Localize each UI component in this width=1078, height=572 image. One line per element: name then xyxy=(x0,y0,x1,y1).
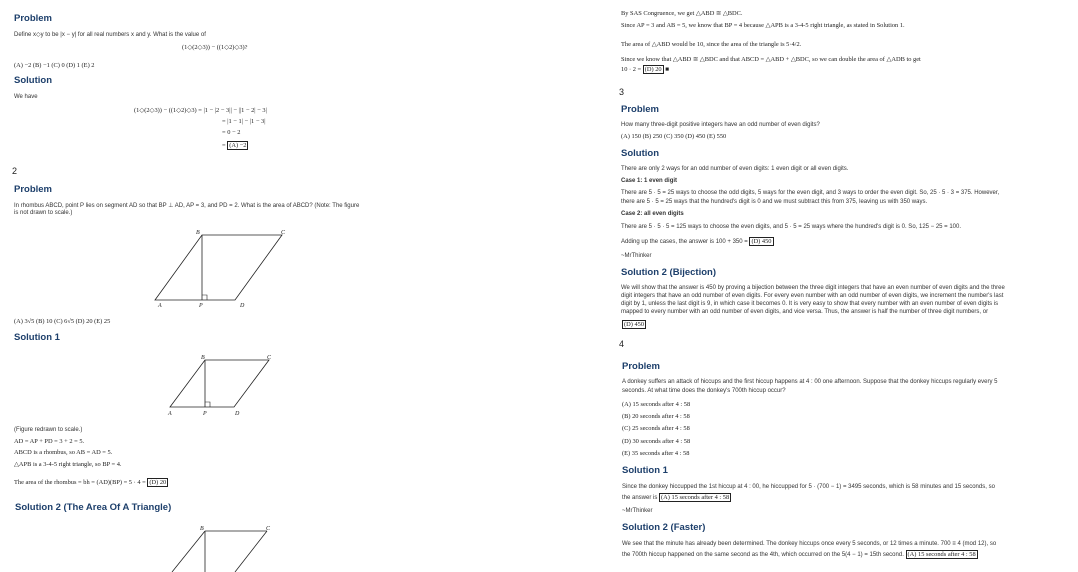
author-credit: ~MrThinker xyxy=(621,253,652,259)
choice-a: (A) 15 seconds after 4 : 58 xyxy=(622,401,691,408)
redrawn-note: (Figure redrawn to scale.) xyxy=(14,427,83,433)
label-p: P xyxy=(203,411,207,417)
bijection-line-4: mapped to every number with an odd number of even digits, and vice versa. Thus, the answer is half the number of three digit numbers, or xyxy=(621,309,989,315)
solution-line-triangle: △APB is a 3-4-5 right triangle, so BP = 4. xyxy=(14,461,122,468)
rhombus-figure-2 xyxy=(165,350,285,420)
author-credit: ~MrThinker xyxy=(622,508,653,514)
sas-line-3: The area of △ABD would be 10, since the area of the triangle is 5·4/2. xyxy=(621,41,802,48)
solution-line-area: The area of the rhombus = bh = (AD)(BP) = 5 · 4 = (D) 20 xyxy=(14,479,167,486)
bijection-line-3: digit by 1, unless the last digit is 9, in which case it becomes 0. It is very easy to show that every number with an even number of even digits is xyxy=(621,301,999,307)
solution-line-rhombus: ABCD is a rhombus, so AB = AD = 5. xyxy=(14,449,113,456)
case1-line-2: there are 5 · 5 = 25 ways that the hundred's digit is 0 and we must subtract this from 375, leaving us with 350 ways. xyxy=(621,199,928,205)
problem4-solution1-heading: Solution 1 xyxy=(622,465,668,476)
bijection-line-1: We will show that the answer is 450 by proving a bijection between the three digit integers that have an even number of even digits and the three xyxy=(621,285,1005,291)
answer-box: (D) 450 xyxy=(624,321,645,328)
problem4-solution2-heading: Solution 2 (Faster) xyxy=(622,522,706,533)
answer-box: (A) 15 seconds after 4 : 58 xyxy=(907,551,976,558)
solution-step-2: = |1 − 1| − |1 − 3| xyxy=(222,118,266,125)
bijection-line-2: digit integers that have an odd number of even digits. For every even number with an odd number of even digits, we increment the number's last xyxy=(621,293,1004,299)
label-a: A xyxy=(168,411,172,417)
problem3-heading: Problem xyxy=(621,104,660,115)
choice-d: (D) 30 seconds after 4 : 58 xyxy=(622,438,691,445)
sas-line-2: Since AP = 3 and AB = 5, we know that BP = 4 because △APB is a 3-4-5 right triangle, as stated in Solution 1. xyxy=(621,22,905,29)
solution-step-4: = (A) −2 xyxy=(222,142,247,149)
case2-heading: Case 2: all even digits xyxy=(621,211,684,217)
adding-line: Adding up the cases, the answer is 100 + 350 = (D) 450 xyxy=(621,238,772,245)
problem3-solution-heading: Solution xyxy=(621,148,659,159)
problem-number-2: 2 xyxy=(12,166,18,176)
sas-line-5: 10 · 2 = (D) 20 ■ xyxy=(621,66,670,73)
problem-number-4: 4 xyxy=(619,339,625,349)
label-p: P xyxy=(199,303,203,309)
rhombus-figure-1 xyxy=(150,226,290,310)
problem4-sol1-line-2: the answer is (A) 15 seconds after 4 : 58 xyxy=(622,494,730,501)
label-c: C xyxy=(266,526,271,532)
problem2-text-1: In rhombus ABCD, point P lies on segment AD so that BP ⊥ AD, AP = 3, and PD = 2. What is the area of ABCD? (Note: The figure xyxy=(14,203,360,209)
solution-step-1: (1◇(2◇3)) − ((1◇2)◇3) = |1 − |2 − 3|| − ||1 − 2| − 3| xyxy=(134,107,267,114)
problem2-solution1-heading: Solution 1 xyxy=(14,332,60,343)
label-b: B xyxy=(196,230,200,236)
choice-c: (C) 25 seconds after 4 : 58 xyxy=(622,425,690,432)
problem2-heading: Problem xyxy=(14,184,53,195)
right-page xyxy=(608,0,1078,572)
left-page xyxy=(0,0,530,572)
sas-line-4: Since we know that △ABD ≅ △BDC and that ABCD = △ABD + △BDC, so we can double the area of △ADB to get xyxy=(621,56,921,63)
case1-line-1: There are 5 · 5 = 25 ways to choose the odd digits, 5 ways for the even digit, and 3 ways to order the even digit. So, 25 · 5 · 3 = 375. However, xyxy=(621,190,1000,196)
solution-line-ad: AD = AP + PD = 3 + 2 = 5. xyxy=(14,438,85,445)
we-have-text: We have xyxy=(14,94,38,100)
problem2-text-2: is not drawn to scale.) xyxy=(14,210,73,216)
problem3-question: How many three-digit positive integers have an odd number of even digits? xyxy=(621,122,820,128)
answer-box: (D) 20 xyxy=(149,479,167,486)
case2-line: There are 5 · 5 · 5 = 125 ways to choose the even digits, and 5 · 5 = 25 ways where the hundred's digit is 0. So, 125 − 25 = 100. xyxy=(621,224,962,230)
label-d: D xyxy=(235,411,240,417)
problem4-heading: Problem xyxy=(622,361,661,372)
problem1-intro: Define x◇y to be |x − y| for all real numbers x and y. What is the value of xyxy=(14,32,206,38)
problem2-solution2-heading: Solution 2 (The Area Of A Triangle) xyxy=(15,502,172,513)
label-a: A xyxy=(158,303,162,309)
problem1-expression: (1◇(2◇3)) − ((1◇2)◇3)? xyxy=(182,44,248,51)
problem2-choices: (A) 3√5 (B) 10 (C) 6√5 (D) 20 (E) 25 xyxy=(14,318,111,325)
label-b: B xyxy=(201,355,205,361)
choice-b: (B) 20 seconds after 4 : 58 xyxy=(622,413,690,420)
label-d: D xyxy=(240,303,245,309)
problem4-sol2-line-2: the 700th hiccup happened on the same second as the 4th, which occurred on the 5(4 − 1) = 15th second. (A) 15 seconds after 4 : 58 xyxy=(622,551,976,558)
problem4-question-2: seconds. At what time does the donkey's 700th hiccup occur? xyxy=(622,388,786,394)
problem-number-3: 3 xyxy=(619,87,625,97)
sas-line-1: By SAS Congruence, we get △ABD ≅ △BDC. xyxy=(621,10,743,17)
problem4-question-1: A donkey suffers an attack of hiccups and the first hiccup happens at 4 : 00 one afternoon. Suppose that the donkey hiccups regularly every 5 xyxy=(622,379,998,385)
rhombus-figure-3 xyxy=(150,520,280,572)
problem1-solution-heading: Solution xyxy=(14,75,52,86)
case1-heading: Case 1: 1 even digit xyxy=(621,178,678,184)
problem1-choices: (A) −2 (B) −1 (C) 0 (D) 1 (E) 2 xyxy=(14,62,95,69)
answer-box: (A) −2 xyxy=(229,142,247,149)
bijection-heading: Solution 2 (Bijection) xyxy=(621,267,716,278)
choice-e: (E) 35 seconds after 4 : 58 xyxy=(622,450,690,457)
label-c: C xyxy=(281,230,286,236)
problem1-heading: Problem xyxy=(14,13,53,24)
answer-box: (D) 450 xyxy=(751,238,772,245)
label-c: C xyxy=(267,355,272,361)
answer-box: (D) 20 xyxy=(644,66,662,73)
problem3-choices: (A) 150 (B) 250 (C) 350 (D) 450 (E) 550 xyxy=(621,133,727,140)
problem3-line-1: There are only 2 ways for an odd number of even digits: 1 even digit or all even digits. xyxy=(621,166,849,172)
answer-box: (A) 15 seconds after 4 : 58 xyxy=(661,494,730,501)
problem4-sol2-line-1: We see that the minute has already been determined. The donkey hiccups once every 5 seconds, or 12 times a minute. 700 ≡ 4 (mod 12), so xyxy=(622,541,997,547)
solution-step-3: = 0 − 2 xyxy=(222,129,241,136)
label-b: B xyxy=(200,526,204,532)
bijection-answer xyxy=(622,321,646,328)
problem4-sol1-line-1: Since the donkey hiccupped the 1st hiccup at 4 : 00, he hiccupped for 5 · (700 − 1) = 3495 seconds, which is 58 minutes and 15 seconds, so xyxy=(622,484,995,490)
